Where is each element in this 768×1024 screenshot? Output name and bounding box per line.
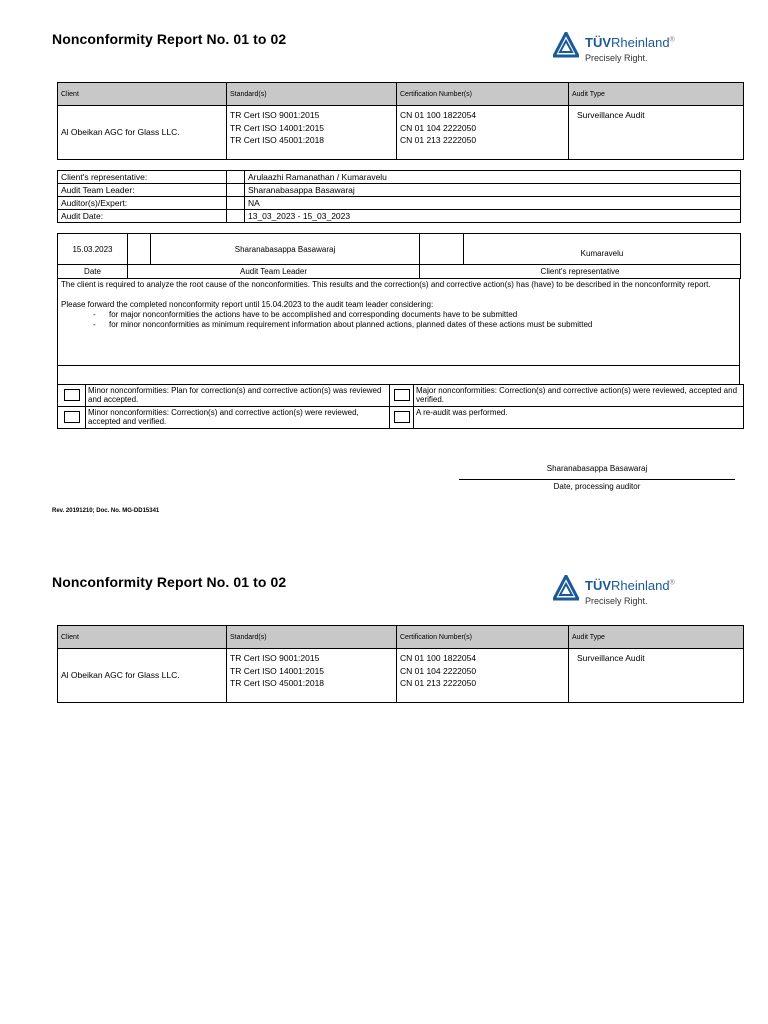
client-table (57, 82, 744, 160)
checkbox-icon (64, 389, 80, 401)
info-row (58, 197, 741, 210)
checkbox-minor-plan[interactable] (58, 385, 86, 407)
sign-rep-label: Client's representative (420, 265, 741, 279)
nonconformity-checklist (57, 384, 744, 429)
cert-number-item: CN 01 213 2222050 (400, 135, 477, 145)
logo-brand-bold: TÜV (585, 35, 611, 50)
blank-row (57, 365, 740, 384)
info-row (58, 171, 741, 184)
sign-date-value: 15.03.2023 (58, 234, 128, 265)
instructions-paragraph: The client is required to analyze the root cause of the nonconformities. This results and the correction(s) and corrective action(s) has (have) to be described in the nonconformity report. (61, 280, 711, 289)
sign-leader-label: Audit Team Leader (128, 265, 420, 279)
check-label-minor-verified: Minor nonconformities: Correction(s) and corrective action(s) were reviewed, accepted and verified. (86, 407, 390, 429)
cert-number-item: CN 01 100 1822054 (400, 653, 477, 663)
header-audit-type: Audit Type (569, 626, 744, 649)
client-name: Al Obeikan AGC for Glass LLC. (58, 649, 227, 703)
instructions-list (61, 310, 736, 330)
checkbox-icon (394, 411, 410, 423)
header-cert-numbers: Certification Number(s) (397, 83, 569, 106)
cert-number-item: CN 01 104 2222050 (400, 665, 477, 676)
signature-table (57, 233, 741, 279)
logo-registered: ® (669, 579, 675, 587)
auditor-caption: Date, processing auditor (553, 482, 641, 491)
standard-item: TR Cert ISO 14001:2015 (230, 122, 325, 133)
checkbox-icon (64, 411, 80, 423)
logo-registered: ® (669, 36, 675, 44)
standards-cell (227, 106, 397, 160)
info-value: Sharanabasappa Basawaraj (245, 184, 741, 197)
standard-item: TR Cert ISO 14001:2015 (230, 665, 325, 676)
revision-note: Rev. 20191210; Doc. No. MG-DD15341 (52, 508, 160, 514)
tuv-rheinland-logo (553, 32, 693, 72)
info-row (58, 184, 741, 197)
tuv-triangle-logo-icon (553, 32, 579, 58)
audit-type: Surveillance Audit (569, 649, 744, 703)
check-label-reaudit: A re-audit was performed. (414, 407, 744, 429)
standard-item: TR Cert ISO 45001:2018 (230, 678, 325, 688)
standards-cell (227, 649, 397, 703)
instructions-bullet: - for minor nonconformities as minimum requirement information about planned actions, planned dates of these actions must be submitted (61, 320, 736, 330)
instructions-paragraph: Please forward the completed nonconformity report until 15.04.2023 to the audit team leader considering: (61, 300, 434, 309)
header-client: Client (58, 626, 227, 649)
header-audit-type: Audit Type (569, 83, 744, 106)
auditor-signature-line (459, 479, 735, 480)
info-label: Client's representative: (58, 171, 227, 184)
cert-number-item: CN 01 104 2222050 (400, 122, 477, 133)
info-label: Auditor(s)/Expert: (58, 197, 227, 210)
instructions-box (57, 278, 740, 366)
tuv-triangle-logo-icon (553, 575, 579, 601)
logo-tagline: Precisely Right. (585, 53, 648, 63)
checkbox-reaudit[interactable] (390, 407, 414, 429)
cert-number-item: CN 01 100 1822054 (400, 110, 477, 120)
audit-type: Surveillance Audit (569, 106, 744, 160)
info-value: 13_03_2023 - 15_03_2023 (245, 210, 741, 223)
report-title: Nonconformity Report No. 01 to 02 (52, 574, 287, 590)
sign-rep-value: Kumaravelu (464, 234, 741, 265)
client-name: Al Obeikan AGC for Glass LLC. (58, 106, 227, 160)
info-label: Audit Team Leader: (58, 184, 227, 197)
client-table (57, 625, 744, 703)
checkbox-minor-verified[interactable] (58, 407, 86, 429)
header-standards: Standard(s) (227, 83, 397, 106)
audit-info-table (57, 170, 741, 223)
check-label-minor-plan: Minor nonconformities: Plan for correction(s) and corrective action(s) was reviewed and accepted. (86, 385, 390, 407)
sign-date-label: Date (58, 265, 128, 279)
info-value: Arulaazhi Ramanathan / Kumaravelu (245, 171, 741, 184)
sign-leader-value: Sharanabasappa Basawaraj (151, 234, 420, 265)
tuv-rheinland-logo (553, 575, 693, 615)
logo-tagline: Precisely Right. (585, 596, 648, 606)
info-label: Audit Date: (58, 210, 227, 223)
standard-item: TR Cert ISO 9001:2015 (230, 653, 320, 663)
checkbox-icon (394, 389, 410, 401)
logo-brand: Rheinland (611, 35, 670, 50)
logo-brand-bold: TÜV (585, 578, 611, 593)
cert-numbers-cell (397, 106, 569, 160)
info-row (58, 210, 741, 223)
logo-brand: Rheinland (611, 578, 670, 593)
standard-item: TR Cert ISO 45001:2018 (230, 135, 325, 145)
standard-item: TR Cert ISO 9001:2015 (230, 110, 320, 120)
report-title: Nonconformity Report No. 01 to 02 (52, 31, 287, 47)
info-value: NA (245, 197, 741, 210)
header-standards: Standard(s) (227, 626, 397, 649)
auditor-name: Sharanabasappa Basawaraj (546, 464, 648, 473)
header-client: Client (58, 83, 227, 106)
check-label-major: Major nonconformities: Correction(s) and corrective action(s) were reviewed, accepted and verified. (414, 385, 744, 407)
header-cert-numbers: Certification Number(s) (397, 626, 569, 649)
instructions-bullet: - for major nonconformities the actions have to be accomplished and corresponding documents have to be submitted (61, 310, 736, 320)
checkbox-major[interactable] (390, 385, 414, 407)
cert-numbers-cell (397, 649, 569, 703)
cert-number-item: CN 01 213 2222050 (400, 678, 477, 688)
